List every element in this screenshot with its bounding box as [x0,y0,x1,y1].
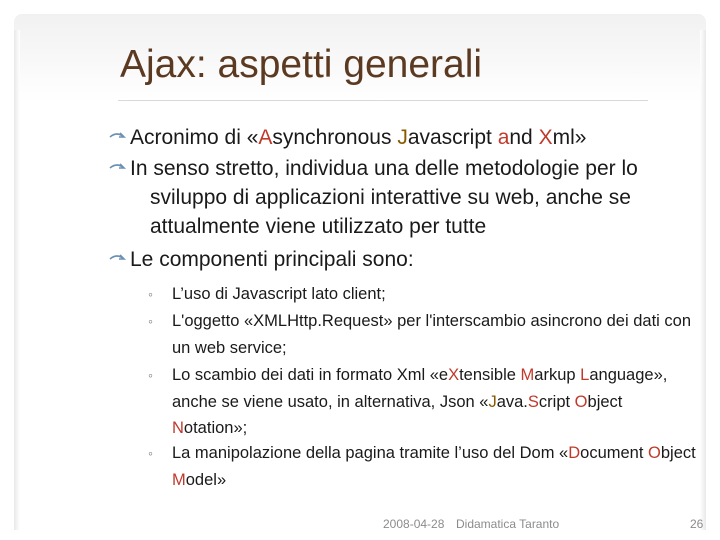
subbullet-marker: ◦ [148,286,153,302]
text-run: L’uso di Javascript lato client; [172,285,386,303]
subbullet-1-text [172,285,386,303]
bullet-1-text [130,123,710,152]
text-run: avascript [407,126,498,149]
text-run: ava. [496,392,528,411]
text-run: tensible [459,366,521,384]
bullet-icon [108,253,126,265]
footer-center: Didamatica Taranto [456,517,560,531]
acronym-letter: L [580,366,590,384]
subbullet-2-text [172,312,691,357]
acronym-letter: X [538,126,553,149]
acronym-letter: M [520,366,535,384]
acronym-letter: a [497,126,510,149]
bullet-icon [108,131,126,143]
text-run: nd [509,126,539,149]
bullet-2-text [130,154,680,241]
subbullet-3 [148,362,702,442]
text-run: ocument [580,444,649,462]
text-run: otation»; [183,419,248,437]
slide-title: Ajax: aspetti generali [120,43,483,86]
text-run: odel» [185,470,227,489]
text-run: In senso stretto, individua una delle metodologie per lo sviluppo di applicazioni interattive su web, anche se attualmente viene utilizzato per tutte [130,157,638,238]
bullet-1 [130,123,710,152]
acronym-letter: X [448,366,460,384]
title-divider [118,100,648,101]
subbullet-marker: ◦ [148,313,153,329]
text-run: ml» [552,126,587,149]
text-run: bject [587,392,623,411]
subbullet-4-text [172,444,696,489]
acronym-letter: S [527,392,539,411]
subbullet-3-text [172,366,667,437]
subbullet-1 [148,281,702,308]
text-run: arkup [534,366,581,384]
text-run: Lo scambio dei dati in formato Xml «e [172,366,449,384]
text-run: Le componenti principali sono: [130,248,414,271]
subbullet-marker: ◦ [148,445,153,461]
subbullet-marker: ◦ [148,367,153,383]
page-number: 26 [690,517,704,531]
acronym-letter: N [172,419,184,437]
acronym-letter: D [568,444,581,462]
text-run: anguage», anche se viene usato, in alternativa, Json « [172,366,668,411]
text-run: La manipolazione della pagina tramite l’uso del Dom « [172,444,569,462]
acronym-letter: M [172,470,186,489]
text-run: L'oggetto «XMLHttp.Request» per l'interscambio asincrono dei dati con un web service; [172,312,692,357]
acronym-letter: J [488,392,497,411]
text-run: Acronimo di « [130,126,259,149]
text-run: synchronous [272,126,398,149]
acronym-letter: A [258,126,273,149]
text-run: bject [660,444,696,462]
bullet-icon [108,162,126,174]
subbullet-4 [148,440,702,493]
bullet-2 [130,154,710,241]
bullet-3-text [130,245,710,274]
bullet-3 [130,245,710,274]
acronym-letter: O [574,392,588,411]
text-run: cript [538,392,575,411]
subbullet-2 [148,308,702,361]
acronym-letter: J [397,126,408,149]
footer-date: 2008-04-28 [383,517,445,531]
acronym-letter: O [648,444,661,462]
frame-left-decoration [14,30,20,530]
